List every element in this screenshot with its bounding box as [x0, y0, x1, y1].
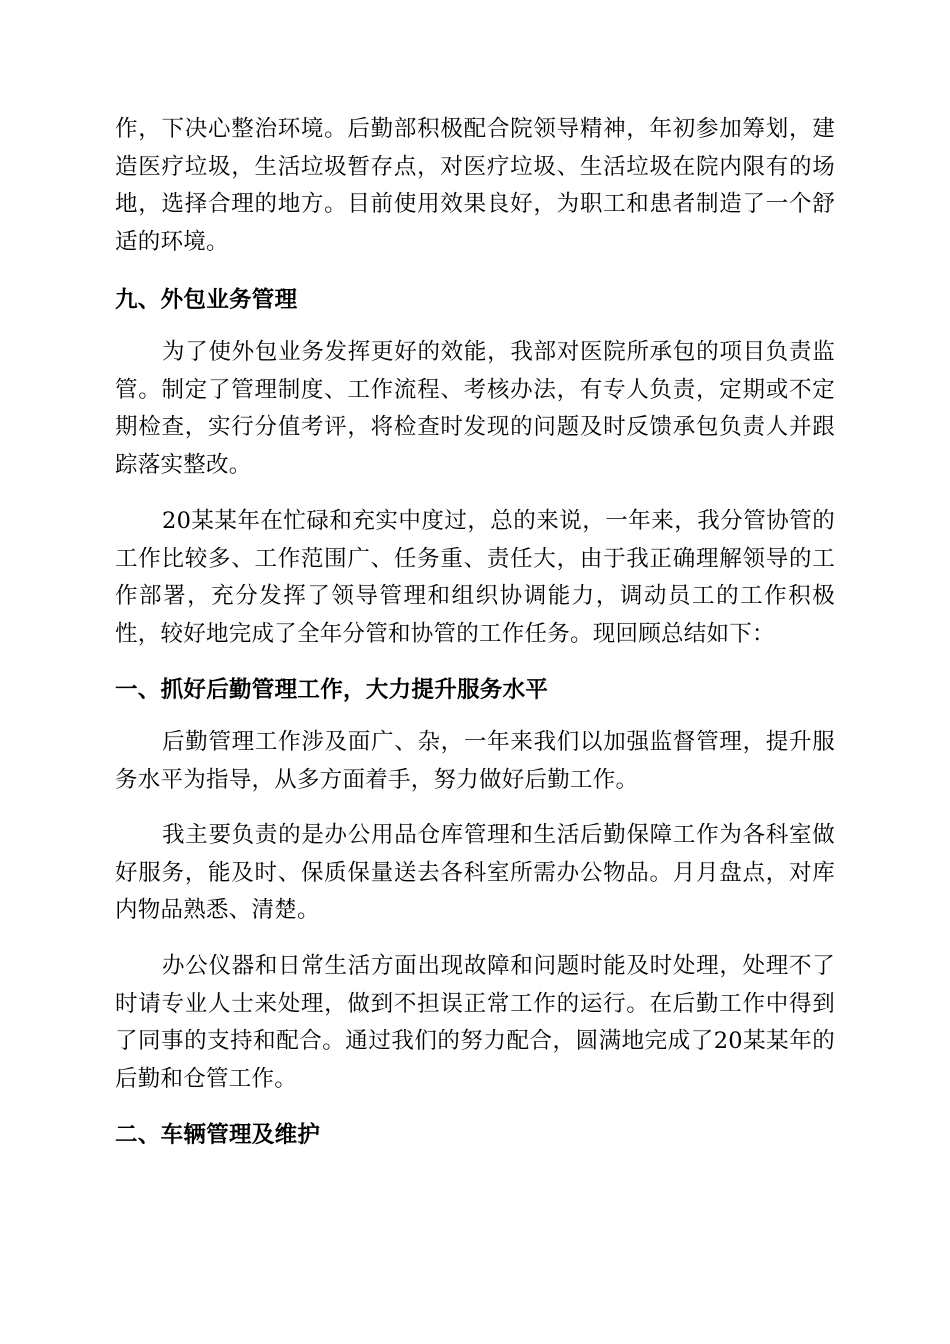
paragraph-office-equipment: 办公仪器和日常生活方面出现故障和问题时能及时处理，处理不了时请专业人士来处理，做到不担误正常工作的运行。在后勤工作中得到了同事的支持和配合。通过我们的努力配合，圆满地完成了20某某年的后勤和仓管工作。 — [115, 953, 835, 1093]
paragraph-logistics: 后勤管理工作涉及面广、杂，一年来我们以加强监督管理，提升服务水平为指导，从多方面着手，努力做好后勤工作。 — [115, 729, 835, 793]
paragraph-environment: 作，下决心整治环境。后勤部积极配合院领导精神，年初参加筹划，建造医疗垃圾，生活垃圾暂存点，对医疗垃圾、生活垃圾在院内限有的场地，选择合理的地方。目前使用效果良好，为职工和患者制造了一个舒适的环境。 — [115, 116, 835, 256]
paragraph-outsourcing: 为了使外包业务发挥更好的效能，我部对医院所承包的项目负责监管。制定了管理制度、工作流程、考核办法，有专人负责，定期或不定期检查，实行分值考评，将检查时发现的问题及时反馈承包负责人并跟踪落实整改。 — [115, 339, 835, 479]
heading-outsourcing: 九、外包业务管理 — [115, 287, 298, 313]
paragraph-year-summary: 20某某年在忙碌和充实中度过，总的来说，一年来，我分管协管的工作比较多、工作范围广、任务重、责任大，由于我正确理解领导的工作部署，充分发挥了领导管理和组织协调能力，调动员工的工作积极性，较好地完成了全年分管和协管的工作任务。现回顾总结如下： — [115, 508, 835, 648]
heading-logistics: 一、抓好后勤管理工作，大力提升服务水平 — [115, 677, 549, 703]
paragraph-warehouse: 我主要负责的是办公用品仓库管理和生活后勤保障工作为各科室做好服务，能及时、保质保量送去各科室所需办公物品。月月盘点，对库内物品熟悉、清楚。 — [115, 822, 835, 924]
heading-vehicles: 二、车辆管理及维护 — [115, 1122, 321, 1148]
